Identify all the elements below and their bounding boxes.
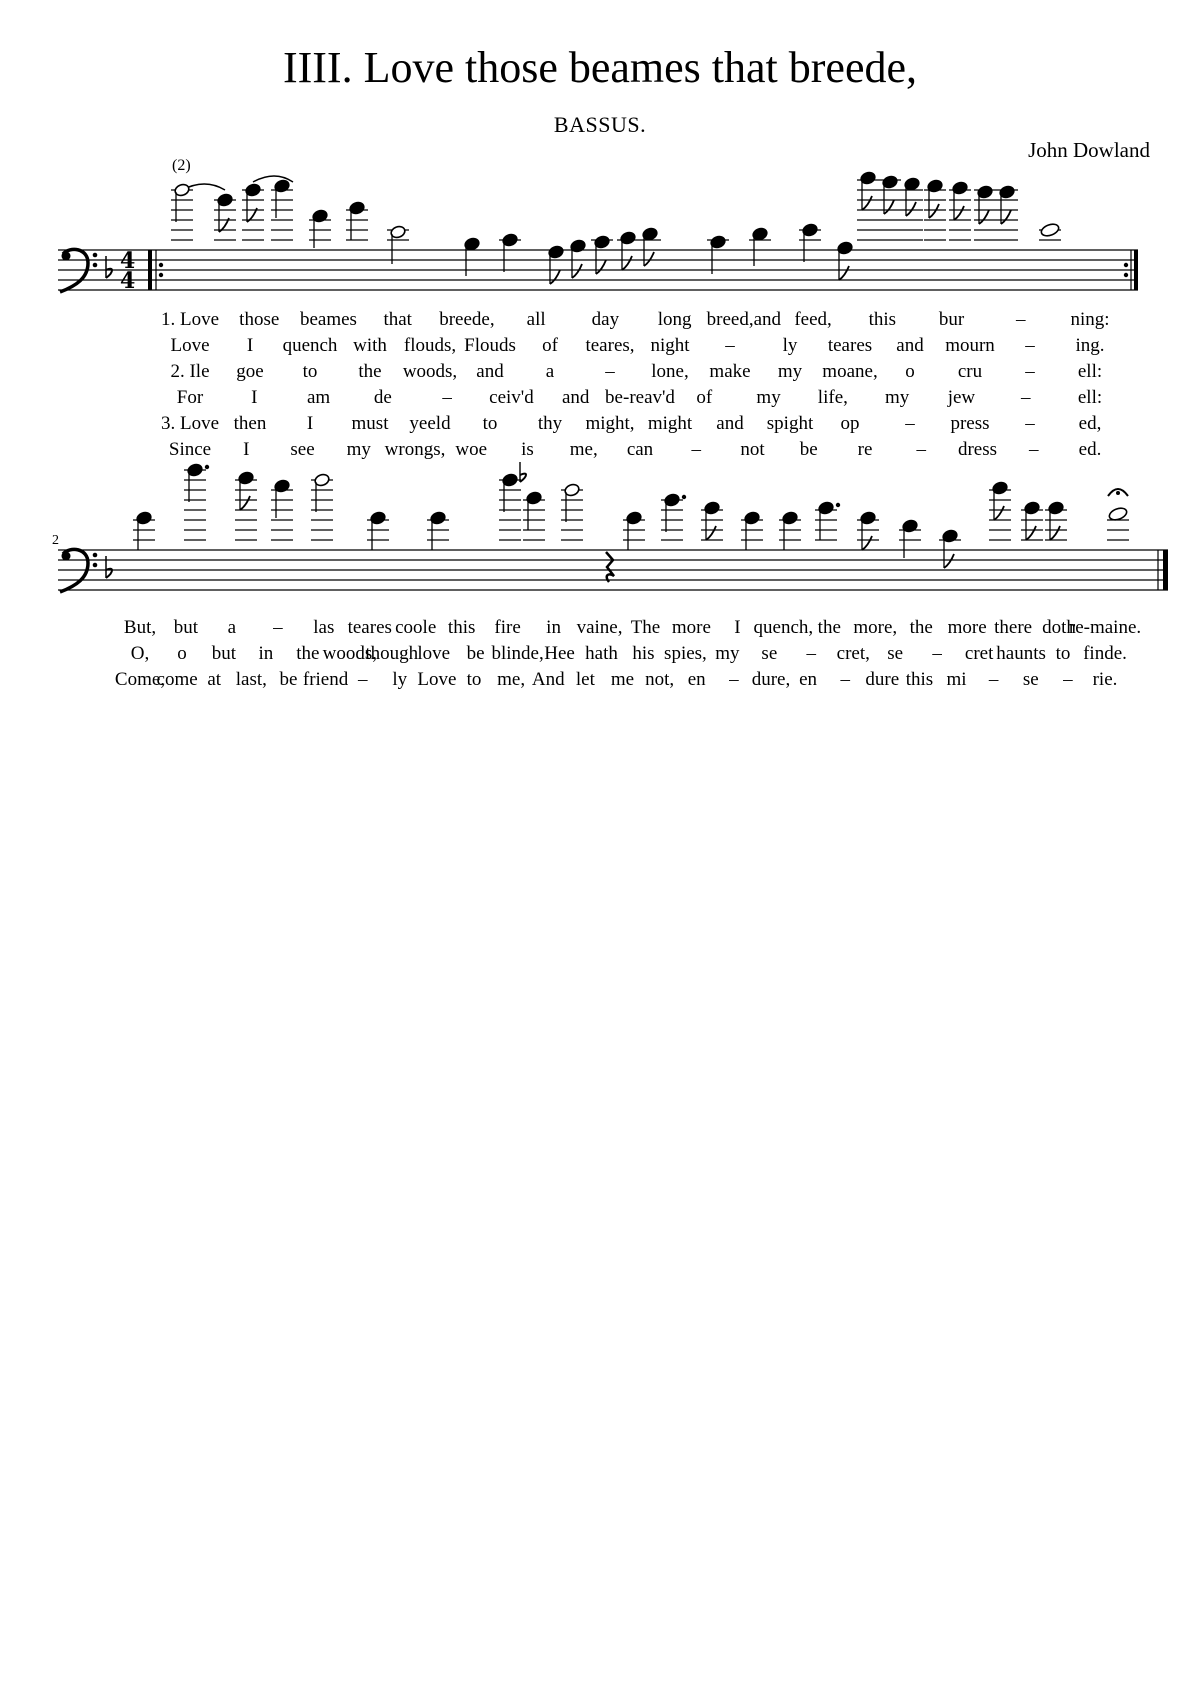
lyric-syllable: rie. [1092,669,1118,690]
lyric-syllable: ing. [1075,335,1105,356]
lyric-syllable: – [840,669,850,690]
lyric-syllable: blinde, [491,643,544,664]
lyric-syllable: to [482,413,498,434]
lyric-syllable: more [671,617,711,638]
lyric-syllable: let [575,669,595,690]
note-11 [623,511,645,550]
lyric-syllable: – [1020,387,1031,408]
note-11 [570,239,587,278]
note-26 [1039,222,1061,240]
lyric-syllable: I [251,387,258,408]
lyric-syllable: this [447,617,476,638]
lyric-syllable: be [799,439,818,460]
note-3 [242,183,264,240]
note-4 [271,479,293,540]
lyric-syllable: Since [168,439,212,460]
note-17 [799,223,821,262]
lyric-syllable: cret, [836,643,870,664]
lyric-syllable: spies, [664,643,707,664]
time-signature [120,248,135,294]
note-20 [879,175,901,240]
lyric-syllable: last, [235,669,267,690]
lyric-syllable: teares, [585,335,635,356]
lyric-syllable: mi [946,669,967,690]
lyric-syllable: to [466,669,482,690]
note-17 [857,511,879,550]
lyric-syllable: woods, [402,361,458,382]
lyric-syllable: And [531,669,565,690]
lyric-syllable: wrongs, [384,439,446,460]
lyric-syllable: re-maine. [1068,617,1142,638]
lyric-syllable: there [994,617,1033,638]
svg-text:4: 4 [120,248,136,274]
note-22 [1045,501,1067,540]
lyric-syllable: haunts [996,643,1046,664]
lyric-line-2 [0,642,1200,666]
lyric-syllable: this [868,309,897,330]
lyric-syllable: – [806,643,817,664]
note-12 [591,235,613,274]
lyric-syllable: love [417,643,451,664]
lyric-syllable: coole [395,617,437,638]
lyric-syllable: – [691,439,701,460]
note-19 [939,529,961,568]
note-5 [309,209,331,248]
part-name: BASSUS. [553,112,647,137]
note-12 [661,493,686,540]
lyric-syllable: cret [964,643,994,664]
lyric-syllable: op [840,413,860,434]
lyric-syllable: can [626,439,654,460]
lyric-syllable: that [383,309,412,330]
note-4 [271,179,293,240]
lyric-syllable: to [302,361,318,382]
note-9 [523,491,545,540]
note-10 [561,483,583,540]
lyric-syllable: – [1025,413,1035,434]
lyric-syllable: though [365,643,419,664]
lyric-syllable: I [306,413,314,434]
lyric-syllable: press [950,413,990,434]
lyric-syllable: mourn [945,335,995,356]
lyric-syllable: the [358,361,382,382]
lyric-verse-2 [0,360,1200,384]
lyric-syllable: las [313,617,335,638]
lyric-syllable: – [605,361,615,382]
lyric-syllable: the [909,617,933,638]
lyric-syllable: goe [236,361,264,382]
lyric-syllable: en [687,669,706,690]
note-5 [311,473,333,540]
key-signature-flat-icon [106,556,112,578]
note-6 [367,511,389,550]
lyric-syllable: O, [130,643,150,664]
lyric-syllable: be [279,669,298,690]
lyric-syllable: de [373,387,392,408]
lyric-syllable: my [756,387,781,408]
note-15 [779,511,801,550]
note-8 [499,473,521,540]
lyric-syllable: moane, [822,361,878,382]
lyric-syllable: is [521,439,534,460]
lyric-syllable: o [905,361,915,382]
key-signature-flat-icon [106,256,112,278]
lyric-syllable: in [258,643,274,664]
lyric-syllable: – [1063,669,1073,690]
lyric-syllable: all [526,309,546,330]
note-6 [346,201,368,240]
lyric-syllable: more [947,617,987,638]
lyric-syllable: I [243,439,250,460]
lyric-syllable: friend [302,669,349,690]
bass-clef-icon [60,249,97,292]
lyric-syllable: my [777,361,803,382]
note-23 [949,181,971,240]
lyric-syllable: I [246,335,254,356]
lyric-line-3 [0,668,1200,692]
lyric-syllable: am [306,387,331,408]
lyric-syllable: thy [537,413,563,434]
lyric-syllable: woe [455,439,488,460]
lyric-verse-1 [0,308,1200,332]
lyric-syllable: long [657,309,692,330]
lyric-syllable: ning: [1070,309,1110,330]
lyric-syllable: my [715,643,740,664]
lyric-syllable: jew [947,387,976,408]
lyric-syllable: dress [957,439,998,460]
lyric-syllable: me, [569,439,598,460]
lyric-syllable: and [561,387,590,408]
lyric-syllable: The [630,617,661,638]
lyric-syllable: en [799,669,818,690]
lyric-syllable: and [896,335,924,356]
lyric-syllable: night [650,335,690,356]
lyric-syllable: with [353,335,387,356]
lyric-syllable: those [239,309,280,330]
lyric-verse-1b [0,334,1200,358]
lyric-syllable: the [296,643,320,664]
lyric-syllable: – [729,669,739,690]
lyric-syllable: my [885,387,910,408]
svg-text:4: 4 [120,268,136,294]
song-title: IIII. Love those beames that breede, [282,43,918,92]
lyric-syllable: – [442,387,452,408]
note-21 [901,177,923,240]
note-3 [235,471,257,540]
lyric-syllable: dure [865,669,900,690]
lyric-syllable: – [725,335,735,356]
lyric-syllable: not, [645,669,675,690]
note-13 [701,501,723,540]
lyric-verse-3 [0,412,1200,436]
lyric-syllable: life, [817,387,848,408]
lyric-syllable: quench, [753,617,814,638]
lyric-syllable: flouds, [403,335,457,356]
lyric-syllable: o [177,643,187,664]
lyric-syllable: teares [347,617,392,638]
note-24 [974,185,996,240]
lyric-syllable: – [1025,361,1035,382]
lyric-syllable: then [233,413,267,434]
lyric-syllable: breede, [439,309,495,330]
lyric-syllable: ly [782,335,798,356]
lyric-syllable: see [290,439,315,460]
lyric-syllable: – [357,669,368,690]
lyric-syllable: – [932,643,942,664]
quarter-rest-icon [606,552,614,582]
lyric-syllable: ceiv'd [489,387,534,408]
note-1 [171,183,193,240]
lyric-syllable: might, [585,413,635,434]
lyric-syllable: vaine, [576,617,623,638]
lyric-syllable: but [211,643,237,664]
lyric-syllable: be-reav'd [605,387,675,408]
lyric-syllable: se [1022,669,1039,690]
lyric-syllable: of [542,335,558,356]
lyric-syllable: ed. [1078,439,1102,460]
lyric-syllable: the [817,617,841,638]
lyric-syllable: ell: [1077,387,1103,408]
lyric-syllable: woods, [322,643,377,664]
note-16 [815,501,840,540]
lyric-syllable: dure, [751,669,791,690]
lyric-syllable: ly [392,669,408,690]
lyric-syllable: – [905,413,915,434]
lyric-syllable: 1. Love [160,309,220,330]
lyric-syllable: fire [494,617,521,638]
lyric-syllable: and [716,413,744,434]
note-21 [1021,501,1043,540]
lyric-syllable: of [696,387,713,408]
note-2 [184,463,209,540]
note-1 [133,511,155,550]
note-7 [387,225,409,264]
note-23 [1107,506,1129,540]
lyric-syllable: in [546,617,561,638]
lyric-syllable: ell: [1077,361,1103,382]
lyric-syllable: at [207,669,222,690]
flat-accidental-icon [520,462,526,482]
note-20 [989,481,1011,540]
lyric-syllable: come [156,669,198,690]
lyric-syllable: me, [497,669,526,690]
lyric-syllable: his [632,643,655,664]
note-9 [499,233,521,272]
notes-system-1 [171,171,1061,284]
note-7 [427,511,449,550]
composer-name: John Dowland [1028,138,1150,162]
lyric-syllable: Love [417,669,457,690]
fermata-icon [1108,489,1128,496]
lyric-syllable: But, [123,617,157,638]
lyric-syllable: me [610,669,635,690]
lyric-syllable: – [988,669,999,690]
note-19 [857,171,879,240]
lyric-syllable: yeeld [409,413,451,434]
lyric-syllable: hath [585,643,618,664]
lyric-syllable: must [351,413,389,434]
lyric-syllable: a [545,361,555,382]
bass-clef-icon [60,549,97,592]
notes-system-2 [133,463,1129,568]
note-18 [899,519,921,558]
lyric-syllable: – [1025,335,1035,356]
lyric-syllable: breed,and [706,309,782,330]
lyric-syllable: – [916,439,926,460]
lyric-syllable: 3. Love [160,413,220,434]
lyric-syllable: make [709,361,751,382]
lyric-syllable: beames [299,309,357,330]
note-2 [214,193,236,240]
lyric-syllable: teares [827,335,873,356]
lyric-syllable: Flouds [464,335,516,356]
lyric-syllable: finde. [1083,643,1127,664]
note-22 [924,179,946,240]
lyric-syllable: – [1016,309,1026,330]
lyric-syllable: a [227,617,237,638]
lyric-syllable: might [647,413,693,434]
marking-label: (2) [172,157,191,174]
note-14 [741,511,763,550]
lyric-syllable: but [173,617,199,638]
lyric-syllable: feed, [794,309,832,330]
lyric-syllable: ed, [1078,413,1102,434]
lyric-syllable: 2. Ile [170,361,210,382]
lyric-syllable: se [761,643,778,664]
note-10 [548,245,565,284]
lyric-syllable: quench [282,335,338,356]
lyric-syllable: Come, [114,669,166,690]
lyric-syllable: spight [766,413,814,434]
lyric-syllable: more, [853,617,898,638]
lyric-syllable: – [1029,439,1039,460]
lyric-syllable: not [740,439,765,460]
lyric-syllable: and [476,361,504,382]
lyric-syllable: to [1055,643,1071,664]
note-25 [996,185,1018,240]
lyric-syllable: For [176,387,204,408]
note-15 [707,235,729,274]
lyric-line-1 [0,616,1200,640]
lyric-syllable: cru [957,361,983,382]
lyric-syllable: lone, [651,361,689,382]
lyric-syllable: this [905,669,934,690]
lyric-syllable: be [466,643,485,664]
lyric-syllable: doth [1042,617,1076,638]
lyric-syllable: Hee [544,643,575,664]
staff-lines [58,250,1138,290]
lyric-verse-2b [0,386,1200,410]
lyric-syllable: day [591,309,620,330]
lyric-syllable: Love [170,335,210,356]
lyric-syllable: se [887,643,904,664]
lyric-syllable: – [273,617,283,638]
staff-lines [58,550,1168,590]
lyric-syllable: bur [938,309,965,330]
lyric-syllable: my [346,439,371,460]
lyric-syllable: I [734,617,741,638]
system-number: 2 [52,533,59,548]
lyric-syllable: re [857,439,873,460]
